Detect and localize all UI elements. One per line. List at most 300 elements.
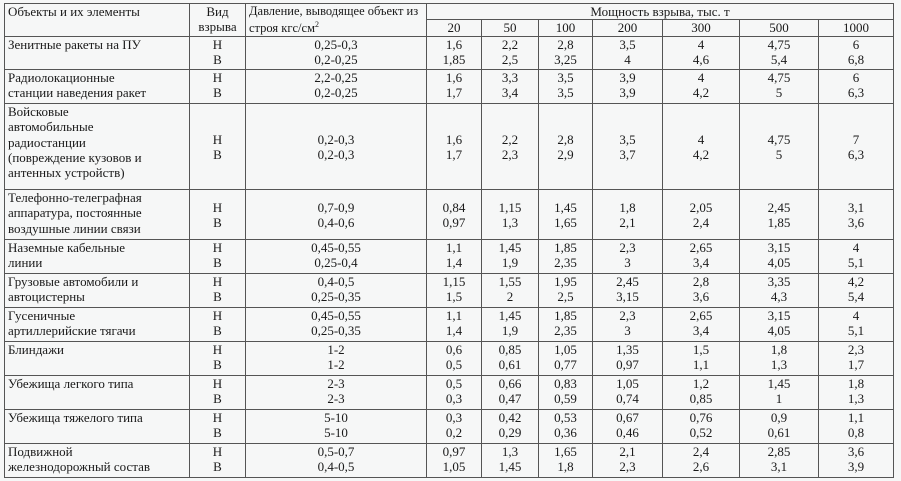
distance-value: 4	[697, 131, 705, 147]
distance-value: 3,1	[847, 199, 865, 215]
distance-value: 2,8	[557, 37, 574, 53]
distance-cell	[482, 190, 539, 240]
distance-value: 2,6	[692, 459, 710, 475]
distance-value: 2,85	[767, 444, 791, 460]
table-row	[5, 444, 894, 478]
distance-value: 2,3	[501, 146, 519, 162]
distance-value: 3,9	[847, 459, 865, 475]
distance-cell	[740, 308, 819, 342]
distance-value: 6,8	[847, 52, 865, 68]
distance-value: 1,5	[445, 289, 463, 305]
distance-value: 3	[624, 323, 631, 339]
table-row	[5, 70, 894, 104]
blast-kind-cell	[190, 190, 246, 240]
blast-kind: В	[213, 214, 222, 230]
object-name-cell	[5, 376, 190, 410]
distance-value: 1,05	[554, 342, 577, 358]
distance-cell	[819, 410, 894, 444]
distance-value: 2,4	[692, 214, 710, 230]
distance-cell	[539, 104, 593, 190]
distance-cell	[819, 37, 894, 70]
distance-value: 1,45	[767, 376, 791, 392]
distance-value: 1,45	[498, 240, 522, 256]
distance-value: 3,6	[692, 289, 710, 305]
distance-cell	[482, 410, 539, 444]
object-name-line: Блиндажи	[8, 342, 65, 358]
distance-value: 0,61	[498, 357, 522, 373]
distance-cell	[539, 444, 593, 478]
object-name-cell	[5, 240, 190, 274]
distance-cell	[427, 342, 482, 376]
distance-value: 0,97	[442, 214, 466, 230]
object-name-cell	[5, 190, 190, 240]
distance-value: 0,85	[689, 391, 713, 407]
distance-cell	[819, 104, 894, 190]
pressure-value: 1-2	[327, 342, 345, 358]
pressure-value: 2-3	[327, 391, 345, 407]
blast-kind: Н	[212, 240, 223, 256]
distance-cell	[663, 342, 740, 376]
blast-kind: В	[213, 146, 222, 162]
distance-value: 0,77	[554, 357, 577, 373]
pressure-value: 0,25-0,35	[311, 289, 361, 305]
distance-cell	[427, 274, 482, 308]
distance-cell	[539, 342, 593, 376]
distance-value: 1,2	[692, 376, 710, 392]
pressure-value: 5-10	[324, 410, 348, 426]
pressure-value: 0,2-0,25	[314, 52, 358, 68]
object-name-line: Наземные кабельные	[8, 240, 125, 256]
distance-value: 1,9	[501, 323, 519, 339]
distance-cell	[482, 70, 539, 104]
distance-value: 2	[506, 289, 514, 305]
distance-value: 1,65	[554, 214, 577, 230]
distance-value: 5	[775, 146, 783, 162]
distance-value: 3,4	[692, 255, 710, 271]
object-name-line: (повреждение кузовов и	[8, 149, 142, 165]
distance-value: 1,7	[445, 146, 463, 162]
distance-value: 1,3	[501, 444, 519, 460]
pressure-value: 0,7-0,9	[317, 199, 355, 215]
blast-kind-cell	[190, 308, 246, 342]
pressure-value-cell	[246, 410, 427, 444]
blast-kind-cell	[190, 376, 246, 410]
object-name-line: железнодорожный состав	[8, 459, 150, 475]
object-name-line: Зенитные ракеты на ПУ	[8, 37, 141, 53]
distance-value: 0,61	[767, 425, 791, 441]
distance-value: 2,05	[689, 199, 713, 215]
distance-value: 4,2	[847, 274, 865, 290]
distance-value: 4	[624, 52, 631, 68]
table-row	[5, 190, 894, 240]
distance-value: 3,5	[619, 131, 636, 147]
distance-value: 3,1	[770, 459, 788, 475]
distance-value: 1,4	[445, 255, 463, 271]
distance-value: 3,5	[557, 85, 574, 101]
pressure-value: 0,25-0,3	[314, 37, 358, 53]
blast-kind-cell	[190, 104, 246, 190]
distance-value: 1,85	[442, 52, 466, 68]
distance-value: 1,6	[445, 70, 463, 86]
distance-value: 4	[697, 70, 705, 86]
distance-value: 0,3	[445, 391, 463, 407]
distance-cell	[740, 444, 819, 478]
distance-cell	[539, 190, 593, 240]
header-yield: 100	[539, 20, 593, 37]
distance-value: 3,15	[767, 240, 791, 256]
pressure-value: 0,4-0,5	[317, 274, 355, 290]
distance-value: 2,35	[554, 323, 577, 339]
blast-kind: В	[213, 323, 222, 339]
distance-cell	[663, 444, 740, 478]
distance-cell	[593, 70, 663, 104]
distance-value: 3,3	[501, 70, 519, 86]
distance-cell	[427, 104, 482, 190]
distance-value: 1,05	[616, 376, 639, 392]
blast-damage-table	[4, 3, 894, 478]
blast-kind-cell	[190, 444, 246, 478]
distance-cell	[740, 37, 819, 70]
distance-cell	[663, 308, 740, 342]
distance-value: 1,8	[770, 342, 788, 358]
distance-cell	[663, 410, 740, 444]
pressure-value-cell	[246, 37, 427, 70]
pressure-value: 2-3	[327, 376, 345, 392]
table-row	[5, 274, 894, 308]
distance-value: 3,15	[616, 289, 639, 305]
distance-cell	[819, 376, 894, 410]
distance-value: 4,3	[770, 289, 788, 305]
object-name-line: Подвижной	[8, 444, 73, 460]
table-row	[5, 376, 894, 410]
blast-kind-cell	[190, 274, 246, 308]
distance-cell	[593, 376, 663, 410]
distance-value: 0,8	[847, 425, 865, 441]
distance-value: 3,4	[692, 323, 710, 339]
distance-value: 6,3	[847, 146, 865, 162]
pressure-value-cell	[246, 376, 427, 410]
distance-value: 0,36	[554, 425, 577, 441]
distance-cell	[427, 70, 482, 104]
distance-value: 4	[852, 240, 860, 256]
document-table-wrapper	[4, 3, 893, 478]
distance-cell	[539, 37, 593, 70]
distance-cell	[427, 444, 482, 478]
blast-kind: Н	[212, 376, 223, 392]
distance-cell	[819, 190, 894, 240]
object-name-cell	[5, 37, 190, 70]
distance-value: 2,1	[619, 214, 636, 230]
distance-value: 1,15	[442, 274, 466, 290]
pressure-value: 1-2	[327, 357, 345, 373]
distance-cell	[593, 37, 663, 70]
blast-kind: Н	[212, 199, 223, 215]
blast-kind: В	[213, 85, 222, 101]
blast-kind: Н	[212, 342, 223, 358]
header-power: Мощность взрыва, тыс. т	[427, 4, 894, 20]
distance-cell	[819, 342, 894, 376]
distance-value: 1,8	[847, 376, 865, 392]
distance-value: 0,42	[498, 410, 522, 426]
distance-value: 5,4	[847, 289, 865, 305]
distance-value: 0,46	[616, 425, 639, 441]
distance-value: 4,05	[767, 323, 791, 339]
distance-value: 1,9	[501, 255, 519, 271]
distance-cell	[593, 104, 663, 190]
distance-cell	[539, 410, 593, 444]
object-name-line: Радиолокационные	[8, 70, 115, 86]
distance-value: 4,75	[767, 37, 791, 53]
pressure-value: 0,25-0,4	[314, 255, 358, 271]
distance-value: 3,15	[767, 308, 791, 324]
object-name-line: Убежища легкого типа	[8, 376, 134, 392]
pressure-value: 0,25-0,35	[311, 323, 361, 339]
distance-cell	[740, 190, 819, 240]
blast-kind: В	[213, 52, 222, 68]
distance-cell	[663, 70, 740, 104]
distance-value: 6,3	[847, 85, 865, 101]
header-yield: 200	[593, 20, 663, 37]
distance-value: 0,9	[770, 410, 788, 426]
distance-value: 1,1	[445, 308, 463, 324]
distance-value: 7	[852, 131, 860, 147]
blast-kind-cell	[190, 342, 246, 376]
distance-value: 4	[697, 37, 705, 53]
distance-value: 1,6	[445, 131, 463, 147]
distance-cell	[663, 104, 740, 190]
distance-cell	[427, 410, 482, 444]
distance-value: 3,7	[619, 146, 636, 162]
distance-cell	[593, 274, 663, 308]
pressure-value: 0,2-0,3	[317, 146, 355, 162]
object-name-line: станции наведения ракет	[8, 85, 147, 101]
distance-value: 4,05	[767, 255, 791, 271]
header-yield: 1000	[819, 20, 894, 37]
distance-value: 2,65	[689, 240, 713, 256]
object-name-line: воздушные линии связи	[8, 220, 141, 236]
object-name-line: Грузовые автомобили и	[8, 274, 139, 290]
distance-cell	[482, 104, 539, 190]
distance-cell	[740, 240, 819, 274]
blast-kind: Н	[212, 308, 223, 324]
distance-value: 1,85	[554, 308, 577, 324]
distance-cell	[427, 37, 482, 70]
distance-cell	[819, 240, 894, 274]
distance-value: 5,1	[847, 255, 865, 271]
distance-value: 1,6	[445, 37, 463, 53]
blast-kind-cell	[190, 240, 246, 274]
distance-cell	[539, 70, 593, 104]
object-name-line: Телефонно-телеграфная	[8, 190, 142, 206]
pressure-value-cell	[246, 240, 427, 274]
distance-cell	[482, 342, 539, 376]
distance-value: 1,4	[445, 323, 463, 339]
object-name-cell	[5, 342, 190, 376]
distance-value: 0,52	[689, 425, 713, 441]
object-name-line: автоцистерны	[8, 289, 85, 305]
distance-cell	[427, 190, 482, 240]
distance-value: 2,5	[501, 52, 519, 68]
distance-cell	[427, 240, 482, 274]
distance-value: 1,7	[847, 357, 865, 373]
distance-cell	[482, 308, 539, 342]
distance-cell	[482, 376, 539, 410]
header-pressure-sup: 2	[314, 20, 319, 29]
object-name-line: Войсковые	[8, 104, 69, 120]
distance-value: 1,1	[847, 410, 865, 426]
distance-cell	[539, 308, 593, 342]
distance-value: 5,1	[847, 323, 865, 339]
blast-kind: В	[213, 255, 222, 271]
distance-value: 3,25	[554, 52, 577, 68]
distance-value: 1,1	[692, 357, 710, 373]
distance-value: 2,3	[619, 459, 636, 475]
distance-value: 0,53	[554, 410, 577, 426]
distance-value: 4,75	[767, 70, 791, 86]
object-name-cell	[5, 274, 190, 308]
distance-cell	[593, 342, 663, 376]
blast-kind-cell	[190, 410, 246, 444]
distance-value: 4	[852, 308, 860, 324]
table-row	[5, 342, 894, 376]
distance-cell	[593, 190, 663, 240]
object-name-cell	[5, 444, 190, 478]
distance-value: 0,66	[498, 376, 522, 392]
pressure-value-cell	[246, 190, 427, 240]
distance-value: 1,85	[554, 240, 577, 256]
pressure-value: 0,4-0,5	[317, 459, 355, 475]
table-row	[5, 240, 894, 274]
distance-cell	[663, 274, 740, 308]
object-name-line: автомобильные	[8, 119, 94, 135]
distance-value: 0,84	[442, 199, 466, 215]
distance-cell	[482, 274, 539, 308]
distance-cell	[539, 274, 593, 308]
distance-value: 2,45	[616, 274, 639, 290]
blast-kind: В	[213, 357, 222, 373]
distance-cell	[482, 444, 539, 478]
blast-kind: Н	[212, 70, 223, 86]
distance-value: 3	[624, 255, 631, 271]
object-name-cell	[5, 308, 190, 342]
distance-value: 2,8	[692, 274, 710, 290]
pressure-value-cell	[246, 342, 427, 376]
distance-value: 1,7	[445, 85, 463, 101]
distance-value: 0,76	[689, 410, 713, 426]
blast-kind-cell	[190, 70, 246, 104]
distance-cell	[740, 104, 819, 190]
object-name-line: Гусеничные	[8, 308, 76, 324]
distance-value: 1,35	[616, 342, 639, 358]
distance-cell	[482, 240, 539, 274]
distance-cell	[427, 376, 482, 410]
distance-value: 0,74	[616, 391, 639, 407]
distance-cell	[819, 70, 894, 104]
table-row	[5, 308, 894, 342]
distance-cell	[593, 308, 663, 342]
distance-value: 4,75	[767, 131, 791, 147]
distance-cell	[663, 37, 740, 70]
distance-value: 0,59	[554, 391, 577, 407]
distance-cell	[740, 410, 819, 444]
distance-value: 2,1	[619, 444, 636, 460]
distance-value: 3,35	[767, 274, 791, 290]
distance-cell	[819, 444, 894, 478]
object-name-cell	[5, 104, 190, 190]
object-name-line: антенных устройств)	[8, 165, 125, 181]
distance-value: 0,97	[442, 444, 466, 460]
distance-value: 2,45	[767, 199, 791, 215]
object-name-line: радиостанции	[8, 134, 86, 150]
object-name-cell	[5, 410, 190, 444]
distance-value: 1,95	[554, 274, 577, 290]
table-row	[5, 104, 894, 190]
distance-value: 3,6	[847, 444, 865, 460]
distance-value: 0,6	[445, 342, 463, 358]
pressure-value: 0,2-0,3	[317, 131, 355, 147]
distance-value: 2,4	[692, 444, 710, 460]
blast-kind: Н	[212, 37, 223, 53]
pressure-value-cell	[246, 70, 427, 104]
distance-cell	[663, 376, 740, 410]
distance-value: 1,3	[501, 214, 519, 230]
distance-value: 1,3	[847, 391, 865, 407]
distance-value: 3,5	[557, 70, 574, 86]
distance-cell	[819, 308, 894, 342]
distance-value: 2,2	[501, 131, 519, 147]
header-yield: 50	[482, 20, 539, 37]
distance-value: 0,97	[616, 357, 639, 373]
distance-cell	[740, 274, 819, 308]
distance-value: 5	[775, 85, 783, 101]
header-yield: 20	[427, 20, 482, 37]
distance-value: 0,5	[445, 357, 463, 373]
pressure-value-cell	[246, 308, 427, 342]
distance-value: 3,9	[619, 70, 636, 86]
table-row	[5, 37, 894, 70]
pressure-value: 5-10	[324, 425, 348, 441]
object-name-cell	[5, 70, 190, 104]
distance-value: 0,83	[554, 376, 577, 392]
distance-cell	[482, 37, 539, 70]
distance-value: 0,2	[445, 425, 463, 441]
distance-value: 0,85	[498, 342, 522, 358]
table-row	[5, 410, 894, 444]
table-body	[5, 37, 894, 478]
distance-cell	[663, 240, 740, 274]
distance-value: 1,45	[498, 459, 522, 475]
distance-value: 2,5	[557, 289, 574, 305]
distance-cell	[740, 342, 819, 376]
distance-value: 3,5	[619, 37, 636, 53]
distance-value: 2,65	[689, 308, 713, 324]
distance-value: 0,47	[498, 391, 522, 407]
distance-value: 1,1	[445, 240, 463, 256]
pressure-value: 0,45-0,55	[311, 308, 361, 324]
blast-kind: В	[213, 425, 222, 441]
pressure-value-cell	[246, 104, 427, 190]
distance-cell	[539, 240, 593, 274]
distance-cell	[593, 410, 663, 444]
distance-value: 4,2	[692, 85, 710, 101]
distance-value: 1,5	[692, 342, 710, 358]
pressure-value: 0,4-0,6	[317, 214, 355, 230]
distance-value: 2,8	[557, 131, 574, 147]
distance-value: 6	[852, 70, 860, 86]
distance-value: 2,3	[619, 240, 636, 256]
blast-kind: Н	[212, 274, 223, 290]
blast-kind: В	[213, 391, 222, 407]
